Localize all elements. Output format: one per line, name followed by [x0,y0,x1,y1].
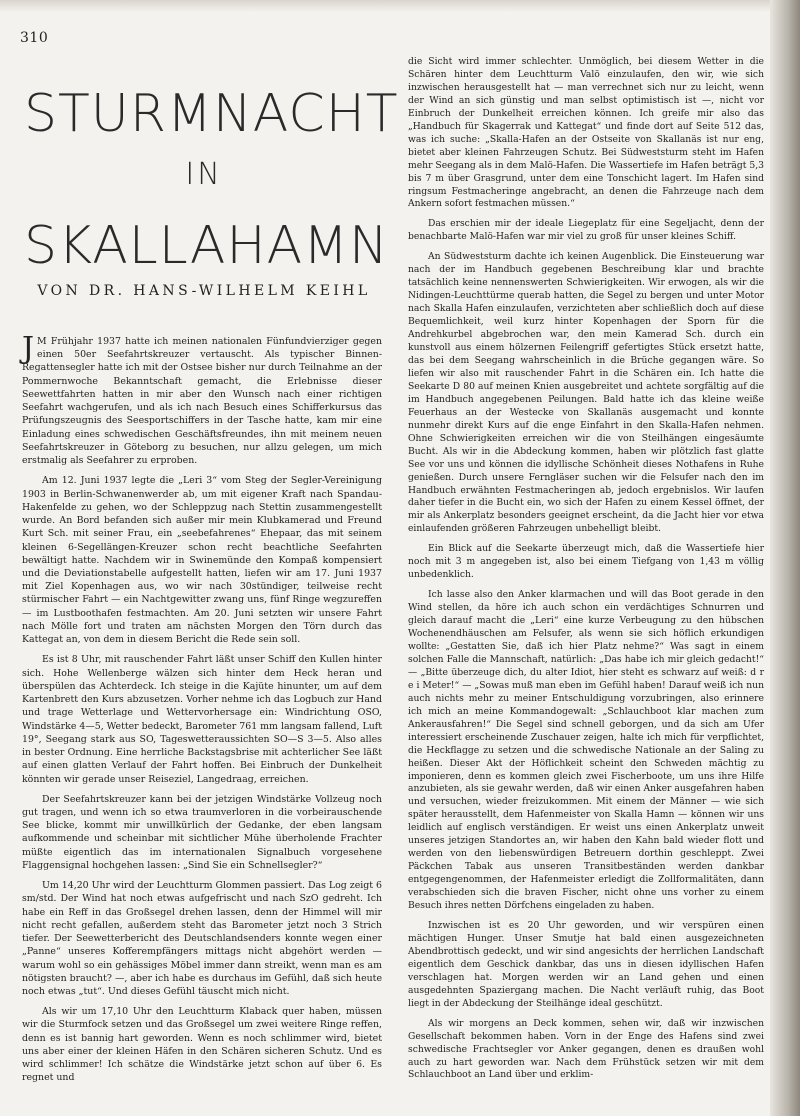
paragraph: Am 12. Juni 1937 legte die „Leri 3“ vom Steg der Segler-Vereinigung 1903 in Berlin-Schwanenwerder ab, um mit eigener Kraft nach Spandau-Hakenfelde zu gehen, wo der Schleppzug nach Stettin zusammengestellt wurde. An Bord befanden sich außer mir mein Klubkamerad und Freund Kurt Sch. mit seiner Frau, ein „seebefahrenes“ Ehepaar, das mit seinem kleinen 6-Segellängen-Kreuzer schon recht beachtliche Seefahrten bewältigt hatte. Nachdem wir in Swinemünde den Kompaß kompensiert und die Deviationstabelle aufgestellt hatten, liefen wir am 17. Juni 1937 mit Ziel Kopenhagen aus, wo wir nach 30stündiger, teilweise recht stürmischer Fahrt — ein Nachtgewitter zwang uns, fünf Ringe wegzureffen — im Lustboothafen festmachten. Am 20. Juni setzten wir unsere Fahrt nach Mölle fort und traten am nächsten Morgen den Törn durch das Kattegat an, von dem in diesem Bericht die Rede sein soll. [22,475,382,646]
scan-edge-shadow [770,0,800,1116]
paragraph: An Südweststurm dachte ich keinen Augenblick. Die Einsteuerung war nach der im Handbuch gegebenen Beschreibung klar und brachte tatsächlich keine nennenswerten Schwierigkeiten. Wir erwogen, als wir die Nidingen-Leuchttürme querab hatten, die Segel zu bergen und unter Motor nach Skalla Hafen einzulaufen, verzichteten aber schließlich doch auf diese Bequemlichkeit, weil kurz hinter Kopenhagen der Sporn für die Andrehkurbel abgebrochen war, den mein Kamerad Sch. durch ein kunstvoll aus einem hölzernen Feilengriff gefertigtes Stück ersetzt hatte, das bei dem Seegang wahrscheinlich in die Brüche gegangen wäre. So liefen wir also mit rauschender Fahrt in die Schären ein. Ich hatte die Seekarte D 80 auf meinen Knien ausgebreitet und achtete sorgfältig auf die im Handbuch angegebenen Peilungen. Bald hatte ich das kleine weiße Feuerhaus an der Westecke von Skallanäs ausgemacht und konnte nunmehr direkt Kurs auf die enge Einfahrt in den Skalla-Hafen nehmen. Ohne Schwierigkeiten erreichen wir die von Steilhängen eingesäumte Bucht. Als wir in die Abdeckung kommen, haben wir plötzlich fast glatte See vor uns und können die idyllische Schönheit dieses Nothafens in Ruhe genießen. Durch unsere Ferngläser suchen wir die Felsufer nach den im Handbuch erwähnten Festmacheringen ab, jedoch ergebnislos. Wir laufen daher tiefer in die Bucht ein, wo sich der Hafen zu einem Kessel öffnet, der mir als Ankerplatz besonders geeignet erscheint, da die Jacht hier vor etwa einlaufenden größeren Fahrzeugen unbehelligt bleibt. [408,251,764,535]
paragraph: Als wir um 17,10 Uhr den Leuchtturm Klaback quer haben, müssen wir die Sturmfock setzen und das Großsegel um zwei weitere Ringe reffen, denn es ist bannig hart geworden. Wenn es noch schlimmer wird, bietet uns aber einer der kleinen Häfen in den Schären sicheren Schutz. Und es wird schlimmer! Ich schätze die Windstärke jetzt schon auf über 6. Es regnet und [22,1006,382,1084]
page-number: 310 [20,30,49,46]
title-line-1: STURMNACHT [24,84,399,144]
drop-cap: J [22,331,35,366]
left-column [22,331,382,1092]
right-column [408,56,764,1089]
paragraph: Der Seefahrtskreuzer kann bei der jetzigen Windstärke Vollzeug noch gut tragen, und wenn ich so etwa traumverloren in die vorbeirauschende See blicke, kommt mir unwillkürlich der Gedanke, der eben langsam aufkommende und scheinbar mit sichtlicher Mühe überholende Frachter müßte eigentlich das im internationalen Signalbuch vorgesehene Flaggensignal hochgehen lassen: „Sind Sie ein Schnellsegler?“ [22,793,382,871]
title-line-3: SKALLAHAMN [24,216,389,276]
paragraph: Ein Blick auf die Seekarte überzeugt mich, daß die Wassertiefe hier noch mit 3 m angegeben ist, also bei einem Tiefgang von 1,43 m völlig unbedenklich. [408,543,764,581]
paragraph-text: M Frühjahr 1937 hatte ich meinen nationalen Fünfundvierziger gegen einen 50er Seefahrtskreuzer vertauscht. Als typischer Binnen-Regattensegler hatte ich mit der Ostsee bisher nur durch Teilnahme an der Pommernwoche Bekanntschaft gemacht, die Erlebnisse dieser Seewettfahrten hatten in mir aber den Wunsch nach einer richtigen Seefahrt wachgerufen, und als ich nach Besuch eines Schifferkursus das Prüfungszeugnis des Seesportschiffers in der Tasche hatte, kam mir eine Einladung eines schwedischen Geschäftsfreundes, ihn mit meinem neuen Seefahrtskreuzer in Göteborg zu besuchen, nur allzu gelegen, um mich erstmalig als Seefahrer zu erproben. [22,336,382,467]
paragraph: die Sicht wird immer schlechter. Unmöglich, bei diesem Wetter in die Schären hinter dem Leuchtturm Valö einzulaufen, den wir, wie sich inzwischen herausgestellt hat — man verrechnet sich nur zu leicht, wenn der Wind an sich günstig und man selbst optimistisch ist —, nicht vor Einbruch der Dunkelheit erreichen können. Ich greife mir also das „Handbuch für Skagerrak und Kattegat“ und finde dort auf Seite 512 das, was ich suche: „Skalla-Hafen an der Ostseite von Skallanäs ist nur eng, bietet aber kleinen Fahrzeugen Schutz. Bei Südweststurm steht im Hafen mehr Seegang als in dem Malö-Hafen. Die Wassertiefe im Hafen beträgt 5,3 bis 7 m über Grasgrund, unter dem eine Tonschicht lagert. Im Hafen sind ringsum Festmacheringe angebracht, an denen die Fahrzeuge nach dem Ankern sofort festmachen müssen.“ [408,56,764,210]
paragraph: Um 14,20 Uhr wird der Leuchtturm Glommen passiert. Das Log zeigt 6 sm/std. Der Wind hat noch etwas aufgefrischt und nach SzO gedreht. Ich habe ein Reff in das Großsegel drehen lassen, denn der Himmel will mir nicht recht gefallen, außerdem steht das Barometer jetzt noch 3 Strich tiefer. Der Seewetterbericht des Deutschlandsenders konnte wegen einer „Panne“ unseres Kofferempfängers mittags nicht abgehört werden — warum wohl so ein gehässiges Möbel immer dann streikt, wenn man es am nötigsten braucht? —, aber ich habe es durchaus im Gefühl, daß sich heute noch etwas „tut“. Und dieses Gefühl täuscht mich nicht. [22,880,382,998]
paragraph [22,331,382,467]
article-title [24,84,399,276]
paragraph: Inzwischen ist es 20 Uhr geworden, und wir verspüren einen mächtigen Hunger. Unser Smutje hat bald einen ausgezeichneten Abendbrottisch gedeckt, und wir sind angesichts der herrlichen Landschaft eigentlich dem Geschick dankbar, das uns in diesen idyllischen Hafen verschlagen hat. Morgen werden wir an Land gehen und einen ausgedehnten Spaziergang machen. Die Nacht verläuft ruhig, das Boot liegt in der Abdeckung der Steilhänge ideal geschützt. [408,920,764,1009]
paragraph: Ich lasse also den Anker klarmachen und will das Boot gerade in den Wind stellen, da höre ich auch schon ein verdächtiges Schnurren und gleich darauf macht die „Leri“ eine kurze Verbeugung zu den hübschen Wochenendhäuschen am Felsufer, als wenn sie sich höflich erkundigen wollte: „Gestatten Sie, daß ich hier Platz nehme?“ Was sagt in einem solchen Falle die Mannschaft, natürlich: „Das habe ich mir gleich gedacht!“ — „Bitte überzeuge dich, du alter Idiot, hier steht es schwarz auf weiß: d r e i Meter!“ — „Sowas muß man eben im Gefühl haben! Darauf weiß ich nun auch nichts mehr zu meiner Entschuldigung vorzubringen, also erinnere ich mich an meine Kommandogewalt: „Schlauchboot klar machen zum Ankerausfahren!“ Die Segel sind schnell geborgen, und da sich am Ufer interessiert erscheinende Zuschauer zeigen, halte ich mich für verpflichtet, die Heckflagge zu setzen und die schwedische Nationale an der Saling zu heißen. Dieser Akt der Höflichkeit scheint den Schweden mächtig zu imponieren, denn es kommen gleich zwei Fischerboote, um uns ihre Hilfe anzubieten, als sie gewahr werden, daß wir einen Anker ausgefahren haben und versuchen, wieder freizukommen. Mit einem der Männer — wie sich später herausstellt, dem Hafenmeister von Skalla Hamn — können wir uns leidlich auf englisch verständigen. Er weist uns einen Ankerplatz unweit unseres jetzigen Standortes an, wir haben den Kahn bald wieder flott und werden von den liebenswürdigen Betreuern dorthin geschleppt. Zwei Päckchen Tabak aus unseren Transitbeständen werden dankbar entgegengenommen, der Hafenmeister erledigt die Zollformalitäten, dann verabschieden sich die braven Fischer, nicht ohne uns vorher zu einem Besuch ihres netten Dörfchens eingeladen zu haben. [408,589,764,912]
paragraph: Es ist 8 Uhr, mit rauschender Fahrt läßt unser Schiff den Kullen hinter sich. Hohe Wellenberge wälzen sich hinter dem Heck heran und überspülen das Achterdeck. Ich steige in die Kajüte hinunter, um auf dem Kartenbrett den Kurs abzusetzen. Vorher nehme ich das Logbuch zur Hand und trage Wetterlage und Wettervorhersage ein: Windrichtung OSO, Windstärke 4—5, Wetter bedeckt, Barometer 761 mm langsam fallend, Luft 19°, Seegang stark aus SO, Tageswetteraussichten SO—S 3—5. Also alles in bester Ordnung. Eine herrliche Backstagsbrise mit achterlicher See läßt auf einen glatten Verlauf der Fahrt hoffen. Bei Einbruch der Dunkelheit könnten wir gerade unser Reiseziel, Langedraag, erreichen. [22,654,382,785]
scan-shadow-top [0,0,800,12]
author-byline: VON DR. HANS-WILHELM KEIHL [37,283,371,299]
title-line-2: IN [185,157,223,192]
paragraph: Das erschien mir der ideale Liegeplatz für eine Segeljacht, denn der benachbarte Malö-Hafen war mir viel zu groß für unser kleines Schiff. [408,218,764,243]
paragraph: Als wir morgens an Deck kommen, sehen wir, daß wir inzwischen Gesellschaft bekommen haben. Vorn in der Enge des Hafens sind zwei schwedische Frachtsegler vor Anker gegangen, denen es draußen wohl auch zu hart geworden war. Nach dem Frühstück setzen wir mit dem Schlauchboot an Land über und erklim- [408,1017,764,1081]
